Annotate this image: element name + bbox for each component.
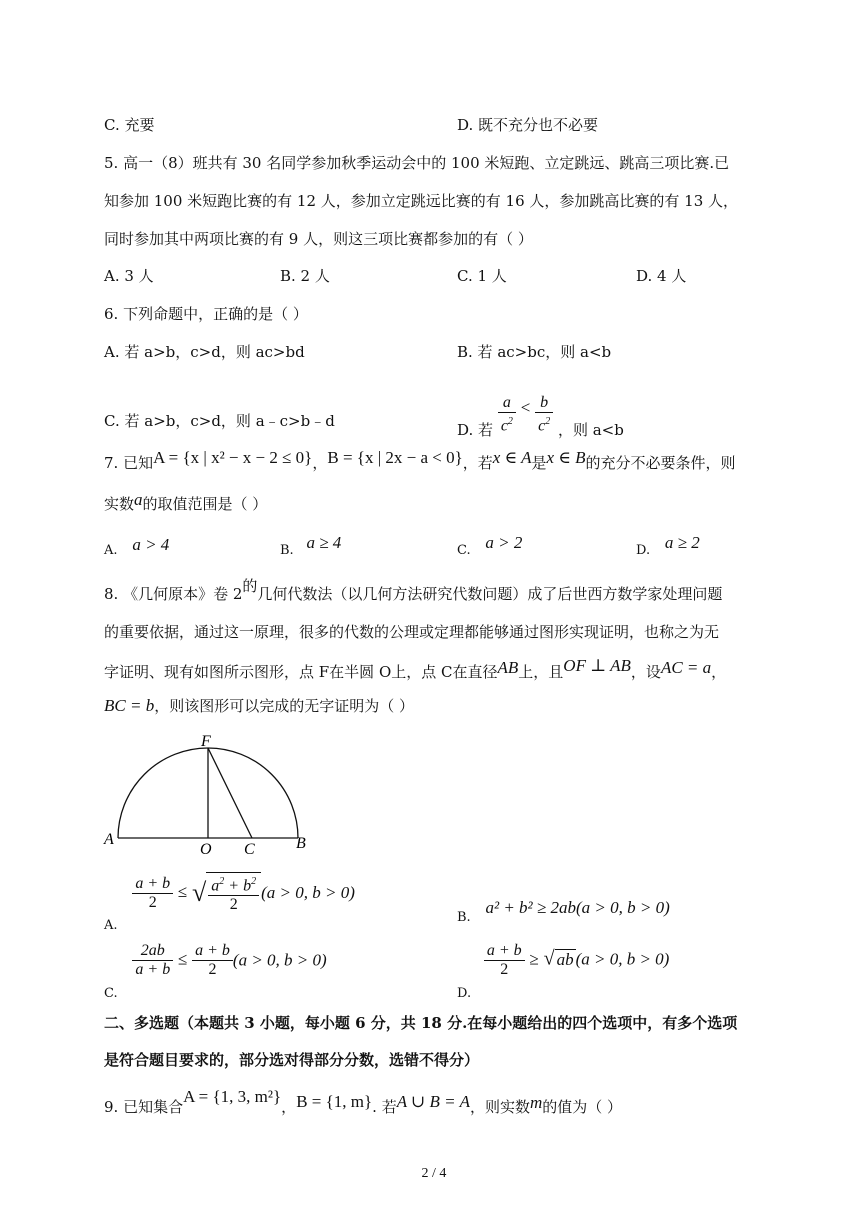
- q7-option-b-expr: a ≥ 4: [306, 533, 342, 552]
- q9-line: [104, 1087, 623, 1117]
- q8-line-1-c: 几何代数法（以几何方法研究代数问题）成了后世西方数学家处理问题: [257, 585, 723, 603]
- q8-line-1-b: 的: [242, 577, 258, 595]
- q5-option-b: B. 2 人: [280, 267, 330, 285]
- q5-option-d: D. 4 人: [636, 267, 687, 285]
- label-o: O: [200, 841, 212, 858]
- q8-option-d-frac: $\frac{a + b}{2}$: [484, 942, 525, 979]
- q5-line-3: 同时参加其中两项比赛的有 9 人，则这三项比赛都参加的有（ ）: [104, 230, 533, 248]
- page-number: 2 / 4: [421, 1166, 447, 1181]
- q9-comma: ，: [281, 1098, 297, 1116]
- q5-line-2: 知参加 100 米短跑比赛的有 12 人，参加立定跳远比赛的有 16 人，参加跳高比赛的有 13 人，: [104, 192, 739, 210]
- q7-option-c: [457, 533, 523, 558]
- q5-option-a: A. 3 人: [104, 267, 154, 285]
- section-2-line-1: 二、多选题（本题共 3 小题，每小题 6 分，共 18 分.在每小题给出的四个选项中，有多个选项: [104, 1014, 738, 1032]
- q7-line-1: [104, 448, 736, 473]
- q7-option-d-label: D.: [636, 543, 651, 558]
- section-2-line-2: 是符合题目要求的，部分选对得部分分数，选错不得分）: [104, 1051, 480, 1069]
- q7-option-b-label: B.: [280, 543, 294, 558]
- q8-line-3-d: ，: [711, 663, 727, 681]
- q8-option-d-label: D.: [457, 985, 472, 1001]
- q5-option-c: C. 1 人: [457, 267, 507, 285]
- q6-less-than: <: [520, 397, 531, 417]
- q7-option-b: [280, 533, 342, 558]
- label-f: F: [201, 733, 211, 750]
- semicircle-figure: [100, 730, 320, 860]
- q7-is: 是: [531, 454, 547, 472]
- q8-ac: AC = a: [660, 658, 712, 677]
- label-c: C: [244, 841, 255, 858]
- q8-option-b-expr: a² + b² ≥ 2ab(a > 0, b > 0): [485, 898, 670, 917]
- q9-var-m: m: [529, 1093, 543, 1112]
- q8-option-d-geq: ≥: [529, 949, 539, 969]
- q7-line-2-prefix: 实数: [104, 495, 135, 513]
- q8-option-d: [457, 942, 670, 1001]
- q7-set-b: B = {x | 2x − a < 0}: [327, 448, 463, 467]
- q8-option-d-cond: (a > 0, b > 0): [575, 949, 670, 969]
- q8-bc: BC = b: [104, 696, 155, 715]
- q8-perp: OF ⊥ AB: [563, 656, 631, 675]
- q8-option-a-cond: (a > 0, b > 0): [261, 883, 355, 903]
- q6-option-c: C. 若 a>b，c>d，则 a﹣c>b﹣d: [104, 412, 335, 430]
- q6-option-d-suffix: ，则 a<b: [557, 420, 624, 439]
- segment-fc: [208, 748, 252, 838]
- q9-tail-b: 的值为（ ）: [542, 1098, 623, 1116]
- q7-line-2-tail: 的取值范围是（ ）: [142, 495, 268, 513]
- q8-option-a-sqrt: √: [192, 878, 207, 908]
- q7-option-a-expr: a > 4: [132, 535, 170, 554]
- q8-line-2: 的重要依据，通过这一原理，很多的代数的公理或定理都能够通过图形实现证明，也称之为无: [104, 623, 720, 641]
- q8-option-c-leq: ≤: [177, 949, 188, 969]
- q9-set-a: A = {1, 3, m²}: [183, 1087, 282, 1106]
- label-a: A: [104, 831, 114, 848]
- q7-var-a: a: [134, 490, 143, 509]
- q7-cond-2: x ∈ B: [546, 448, 586, 467]
- q6-stem: 6. 下列命题中，正确的是（ ）: [104, 305, 308, 323]
- q9-union: A ∪ B = A: [396, 1092, 470, 1111]
- q6-fraction-a: $\frac{a}{c^2}$: [498, 394, 516, 435]
- q7-mid: ，若: [462, 454, 493, 472]
- q8-option-c-frac1: $\frac{2ab}{a + b}$: [132, 942, 173, 979]
- q8-line-3: [104, 656, 727, 682]
- q7-set-a: A = {x | x² − x − 2 ≤ 0}: [153, 448, 313, 467]
- q8-option-a-frac: $\frac{a + b}{2}$: [132, 875, 173, 912]
- q8-option-c: [104, 942, 327, 1001]
- q8-option-c-label: C.: [104, 985, 118, 1001]
- q9-set-b: B = {1, m}: [296, 1092, 373, 1111]
- q8-line-3-b: 上，且: [518, 663, 564, 681]
- q8-line-4-tail: ，则该图形可以完成的无字证明为（ ）: [154, 697, 414, 715]
- q6-fraction-b: $\frac{b}{c^2}$: [535, 394, 553, 435]
- q6-option-d: [457, 380, 624, 439]
- q9-tail-a: ，则实数: [469, 1098, 530, 1116]
- q7-option-c-label: C.: [457, 543, 471, 558]
- q8-line-1-a: 8. 《几何原本》卷 2: [104, 585, 243, 603]
- q8-line-3-a: 字证明、现有如图所示图形，点 F在半圆 O上，点 C在直径: [104, 663, 498, 681]
- q8-option-a: [104, 872, 355, 934]
- q8-line-4: [104, 695, 414, 716]
- q6-option-d-prefix: D. 若: [457, 420, 494, 439]
- q8-option-a-leq: ≤: [177, 882, 188, 902]
- q8-option-b: [457, 898, 670, 925]
- q9-mid: . 若: [372, 1098, 397, 1116]
- q4-option-d: D. 既不充分也不必要: [457, 116, 599, 134]
- q8-option-d-sqrt: √: [543, 947, 555, 970]
- q7-comma: ，: [312, 454, 328, 472]
- q8-option-a-label: A.: [104, 918, 118, 934]
- q7-option-a-label: A.: [104, 543, 118, 558]
- q8-option-a-rad: $\frac{a^2 + b^2}{2}$: [206, 872, 261, 914]
- q5-line-1: 5. 高一（8）班共有 30 名同学参加秋季运动会中的 100 米短跑、立定跳远、跳高三项比赛.已: [104, 154, 730, 172]
- q8-line-3-c: ，设: [630, 663, 661, 681]
- q8-option-d-rad: ab: [556, 949, 574, 969]
- q7-option-a: [104, 535, 170, 558]
- q4-option-c: C. 充要: [104, 116, 155, 134]
- q6-option-b: B. 若 ac>bc，则 a<b: [457, 343, 612, 361]
- q9-prefix: 9. 已知集合: [104, 1098, 184, 1116]
- q8-option-c-cond: (a > 0, b > 0): [232, 950, 327, 970]
- q7-line-2: [104, 490, 268, 514]
- q8-ab: AB: [497, 658, 519, 677]
- q8-option-c-frac2: $\frac{a + b}{2}$: [192, 942, 233, 979]
- q7-option-d-expr: a ≥ 2: [664, 533, 700, 552]
- q6-option-a: A. 若 a>b，c>d，则 ac>bd: [104, 343, 305, 361]
- q8-option-b-label: B.: [457, 910, 471, 925]
- q7-option-c-expr: a > 2: [485, 533, 523, 552]
- q8-line-1: [104, 577, 723, 604]
- q7-tail: 的充分不必要条件，则: [585, 454, 736, 472]
- q7-cond-1: x ∈ A: [492, 448, 532, 467]
- q7-prefix: 7. 已知: [104, 454, 154, 472]
- label-b: B: [296, 835, 306, 852]
- q7-option-d: [636, 533, 700, 558]
